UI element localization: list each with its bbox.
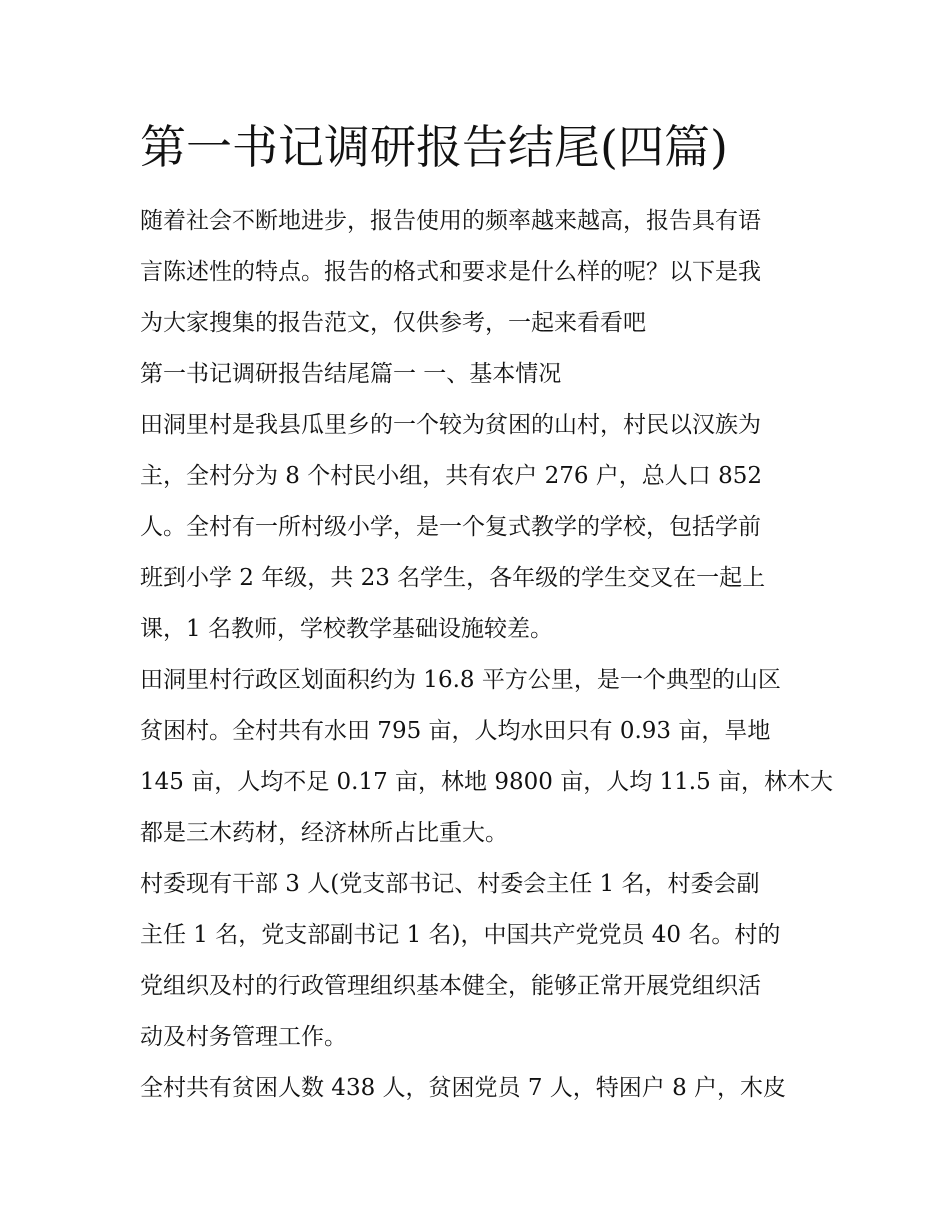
- body-line: 动及村务管理工作。: [140, 1024, 347, 1050]
- body-line: 都是三木药材，经济林所占比重大。: [140, 820, 508, 846]
- body-line: 全村共有贫困人数 438 人，贫困党员 7 人，特困户 8 户，木皮: [140, 1075, 787, 1101]
- body-line: 145 亩，人均不足 0.17 亩，林地 9800 亩，人均 11.5 亩，林木大: [140, 769, 834, 795]
- body-line: 田洞里村是我县瓜里乡的一个较为贫困的山村，村民以汉族为: [140, 412, 761, 438]
- body-line: 为大家搜集的报告范文，仅供参考，一起来看看吧: [140, 310, 646, 336]
- body-line: 田洞里村行政区划面积约为 16.8 平方公里，是一个典型的山区: [140, 667, 781, 693]
- body-line: 课，1 名教师，学校教学基础设施较差。: [140, 616, 553, 642]
- body-line: 贫困村。全村共有水田 795 亩，人均水田只有 0.93 亩，旱地: [140, 718, 771, 744]
- document-page: [140, 112, 834, 1114]
- document-title: 第一书记调研报告结尾(四篇): [140, 120, 728, 174]
- body-line: 随着社会不断地进步，报告使用的频率越来越高，报告具有语: [140, 208, 761, 234]
- body-line: 言陈述性的特点。报告的格式和要求是什么样的呢？以下是我: [140, 259, 761, 285]
- section-heading: 第一书记调研报告结尾篇一 一、基本情况: [140, 361, 562, 387]
- body-line: 主，全村分为 8 个村民小组，共有农户 276 户，总人口 852: [140, 463, 762, 489]
- body-line: 村委现有干部 3 人(党支部书记、村委会主任 1 名，村委会副: [140, 871, 760, 897]
- body-line: 主任 1 名，党支部副书记 1 名)，中国共产党党员 40 名。村的: [140, 922, 781, 948]
- body-line: 班到小学 2 年级，共 23 名学生，各年级的学生交叉在一起上: [140, 565, 766, 591]
- body-line: 人。全村有一所村级小学，是一个复式教学的学校，包括学前: [140, 514, 761, 540]
- document-body: [140, 196, 834, 1114]
- body-line: 党组织及村的行政管理组织基本健全，能够正常开展党组织活: [140, 973, 761, 999]
